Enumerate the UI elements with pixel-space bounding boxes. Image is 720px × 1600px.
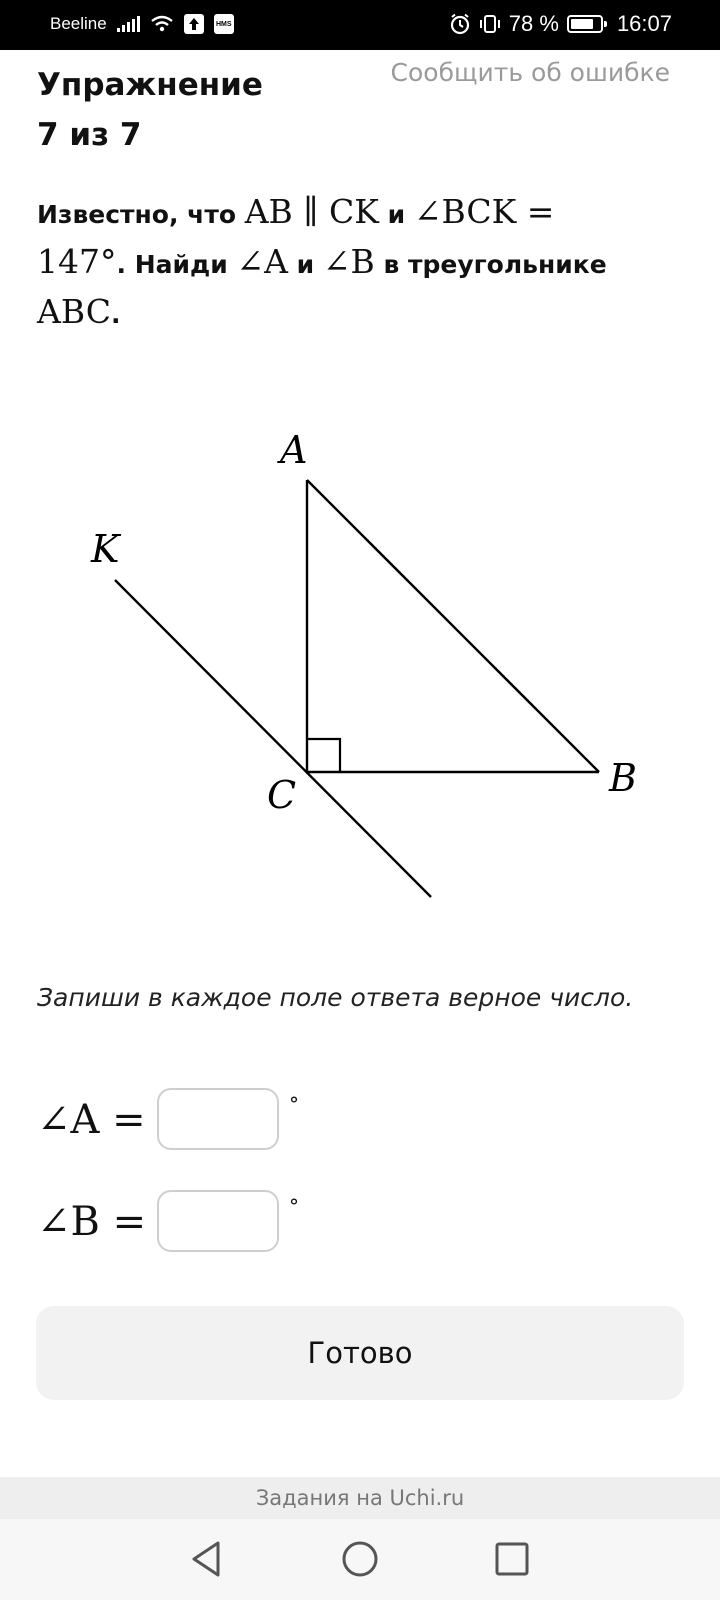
angle-b-input[interactable] [157, 1190, 279, 1252]
navigation-bar [0, 1519, 720, 1600]
problem-text: в треугольнике [374, 250, 607, 279]
problem-text: . [110, 300, 121, 329]
right-angle-mark [307, 739, 340, 772]
problem-text: . Найди [116, 250, 237, 279]
upload-icon [184, 14, 204, 34]
home-icon[interactable] [338, 1537, 382, 1581]
math-expr: ABC [37, 292, 111, 331]
label-A: A [280, 428, 308, 472]
recents-icon[interactable] [490, 1537, 534, 1581]
done-button[interactable]: Готово [36, 1306, 684, 1400]
problem-text: Известно, что [37, 200, 245, 229]
math-expr: 147° [37, 242, 117, 281]
alarm-icon [449, 13, 471, 35]
answer-instruction: Запиши в каждое поле ответа верное число. [37, 983, 634, 1012]
math-expr: ∠B [322, 242, 375, 281]
signal-icon [117, 16, 140, 32]
hms-icon: HMS [214, 14, 234, 34]
status-left [50, 14, 234, 34]
battery-level [571, 19, 593, 29]
page-title [37, 60, 357, 160]
clock: 16:07 [616, 11, 672, 36]
problem-text: и [378, 200, 414, 229]
triangle-figure [0, 400, 720, 920]
answer-row-angle-a [37, 1088, 357, 1152]
angle-a-input[interactable] [157, 1088, 279, 1150]
label-K: K [91, 527, 120, 571]
math-expr: AB ∥ CK [244, 192, 379, 231]
segment-AB [307, 480, 599, 772]
vibrate-icon [479, 13, 501, 35]
wifi-icon [150, 15, 174, 33]
status-bar [0, 0, 720, 50]
report-error-link[interactable]: Сообщить об ошибке [390, 58, 670, 87]
status-right [449, 11, 672, 37]
label-B: B [609, 756, 637, 800]
carrier-name: Beeline [50, 14, 107, 33]
battery-icon [567, 15, 603, 33]
label-C: C [267, 773, 297, 817]
problem-text: и [287, 250, 323, 279]
math-expr: ∠A [236, 242, 288, 281]
title-line-2: 7 из 7 [37, 117, 142, 153]
problem-statement [37, 188, 637, 338]
angle-a-label: ∠A = [37, 1097, 146, 1143]
degree-sign: ° [289, 1194, 299, 1218]
angle-b-label: ∠B = [37, 1199, 147, 1245]
math-expr: ∠BCK = [413, 192, 555, 231]
line-CK [115, 580, 431, 897]
battery-percent: 78 % [508, 11, 559, 36]
answer-row-angle-b [37, 1190, 357, 1254]
back-icon[interactable] [185, 1537, 229, 1581]
degree-sign: ° [289, 1092, 299, 1116]
title-line-1: Упражнение [37, 67, 263, 103]
footer-source: Задания на Uchi.ru [0, 1477, 720, 1519]
